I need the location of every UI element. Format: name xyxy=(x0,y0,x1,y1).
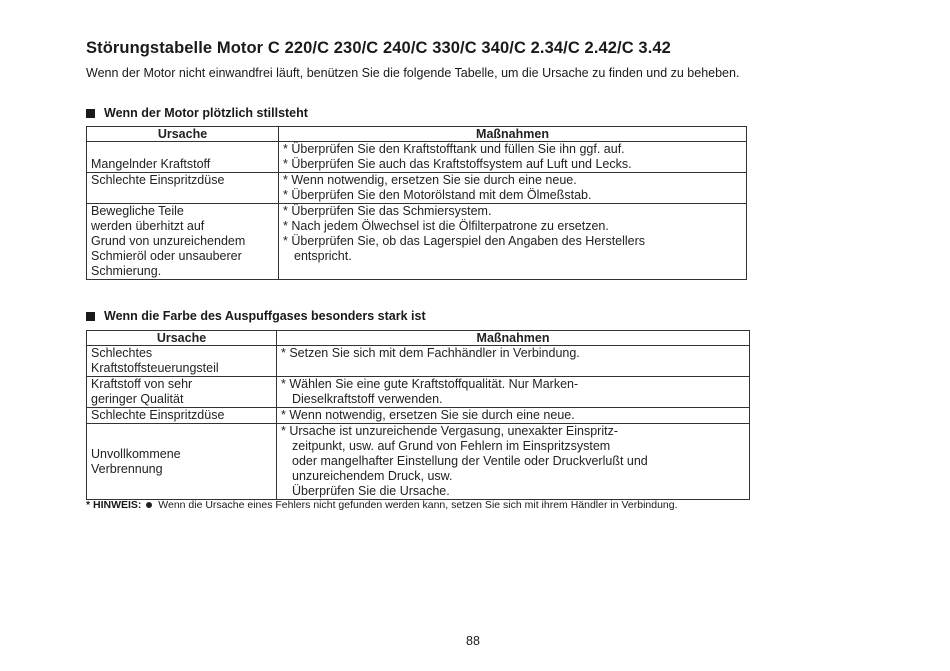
cause-line: Kraftstoffsteuerungsteil xyxy=(91,361,219,375)
table-header-row xyxy=(87,331,750,346)
action-line: * Wenn notwendig, ersetzen Sie sie durch eine neue. xyxy=(281,408,575,422)
column-header-action: Maßnahmen xyxy=(277,331,750,346)
square-bullet-icon xyxy=(86,312,95,321)
fault-table-motor-stops xyxy=(86,126,747,280)
action-line: Dieselkraftstoff verwenden. xyxy=(292,392,443,406)
table-row xyxy=(87,173,747,204)
action-line: entspricht. xyxy=(294,249,352,263)
cause-cell xyxy=(87,173,279,204)
action-cell xyxy=(279,204,747,280)
cause-cell xyxy=(87,204,279,280)
cause-line: Mangelnder Kraftstoff xyxy=(91,157,211,171)
table-row xyxy=(87,142,747,173)
cause-line: werden überhitzt auf xyxy=(91,219,205,233)
column-header-cause: Ursache xyxy=(87,331,277,346)
cause-line: Schlechte Einspritzdüse xyxy=(91,173,225,187)
action-line: * Nach jedem Ölwechsel ist die Ölfilterpatrone zu ersetzen. xyxy=(283,219,609,233)
cause-cell xyxy=(87,408,277,424)
action-line: zeitpunkt, usw. auf Grund von Fehlern im Einspritzsystem xyxy=(292,439,611,453)
bullet-icon xyxy=(146,502,152,508)
action-line: * Überprüfen Sie auch das Kraftstoffsystem auf Luft und Lecks. xyxy=(283,157,632,171)
table-header-row xyxy=(87,127,747,142)
action-line: * Setzen Sie sich mit dem Fachhändler in Verbindung. xyxy=(281,346,580,360)
page-number: 88 xyxy=(466,634,480,648)
action-line: unzureichendem Druck, usw. xyxy=(292,469,453,483)
cause-line: Schmierung. xyxy=(91,264,162,278)
cause-line: Grund von unzureichendem xyxy=(91,234,246,248)
square-bullet-icon xyxy=(86,109,95,118)
cause-line: Unvollkommene xyxy=(91,446,181,461)
cause-cell xyxy=(87,377,277,408)
cause-cell xyxy=(87,346,277,377)
cause-cell xyxy=(87,424,277,500)
cause-line: geringer Qualität xyxy=(91,392,184,406)
cause-line: Verbrennung xyxy=(91,461,163,476)
action-line: * Überprüfen Sie den Motorölstand mit dem Ölmeßstab. xyxy=(283,188,592,202)
action-line: oder mangelhafter Einstellung der Ventile oder Druckverlußt und xyxy=(292,454,648,468)
action-line: Überprüfen Sie die Ursache. xyxy=(292,484,450,498)
table-row xyxy=(87,346,750,377)
cause-line: Schlechtes xyxy=(91,346,153,360)
note-label: * HINWEIS: xyxy=(86,499,142,511)
action-line: * Überprüfen Sie den Kraftstofftank und füllen Sie ihn ggf. auf. xyxy=(283,142,625,156)
action-cell xyxy=(277,408,750,424)
note xyxy=(86,499,678,511)
table-row xyxy=(87,424,750,500)
action-cell xyxy=(277,346,750,377)
cause-line: Schlechte Einspritzdüse xyxy=(91,408,225,422)
action-line: * Ursache ist unzureichende Vergasung, unexakter Einspritz- xyxy=(281,424,618,438)
action-line: * Wählen Sie eine gute Kraftstoffqualität. Nur Marken- xyxy=(281,377,579,391)
action-cell xyxy=(277,377,750,408)
cause-cell xyxy=(87,142,279,173)
section-heading-text: Wenn die Farbe des Auspuffgases besonders stark ist xyxy=(104,309,426,323)
section-heading-exhaust-color xyxy=(86,309,426,323)
action-line: * Überprüfen Sie das Schmiersystem. xyxy=(283,204,492,218)
action-line: * Wenn notwendig, ersetzen Sie sie durch eine neue. xyxy=(283,173,577,187)
table-row xyxy=(87,408,750,424)
column-header-action: Maßnahmen xyxy=(279,127,747,142)
page-title: Störungstabelle Motor C 220/C 230/C 240/C 330/C 340/C 2.34/C 2.42/C 3.42 xyxy=(86,39,671,57)
intro-text: Wenn der Motor nicht einwandfrei läuft, benützen Sie die folgende Tabelle, um die Ursache zu finden und zu beheben. xyxy=(86,66,740,80)
action-cell xyxy=(277,424,750,500)
action-cell xyxy=(279,173,747,204)
cause-line: Schmieröl oder unsauberer xyxy=(91,249,242,263)
column-header-cause: Ursache xyxy=(87,127,279,142)
table-row xyxy=(87,204,747,280)
action-cell xyxy=(279,142,747,173)
section-heading-motor-stops xyxy=(86,106,308,120)
cause-line: Bewegliche Teile xyxy=(91,204,184,218)
cause-line: Kraftstoff von sehr xyxy=(91,377,193,391)
note-text: Wenn die Ursache eines Fehlers nicht gefunden werden kann, setzen Sie sich mit ihrem Händler in Verbindung. xyxy=(158,499,678,511)
section-heading-text: Wenn der Motor plötzlich stillsteht xyxy=(104,106,308,120)
fault-table-exhaust-color xyxy=(86,330,750,500)
table-row xyxy=(87,377,750,408)
action-line: * Überprüfen Sie, ob das Lagerspiel den Angaben des Herstellers xyxy=(283,234,646,248)
